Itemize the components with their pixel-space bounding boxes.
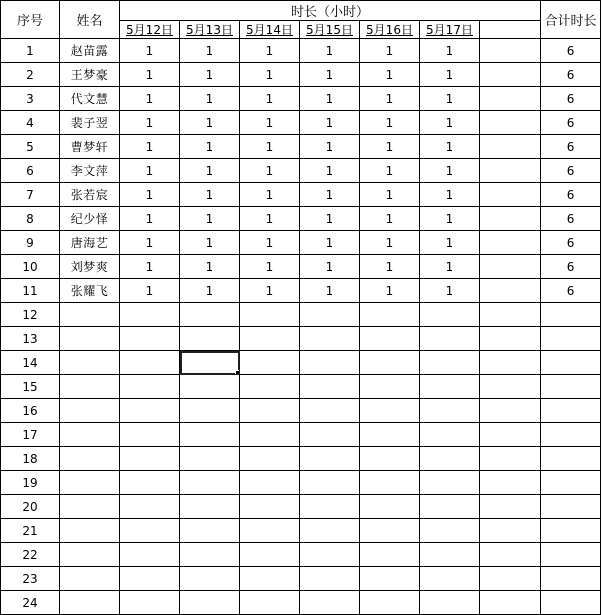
hours-cell[interactable]: 1 xyxy=(420,159,480,183)
hours-cell[interactable]: 1 xyxy=(180,135,240,159)
seq-cell[interactable]: 17 xyxy=(1,423,60,447)
seq-cell[interactable]: 19 xyxy=(1,471,60,495)
hours-cell[interactable] xyxy=(420,543,480,567)
table-row xyxy=(1,399,601,423)
seq-cell[interactable]: 22 xyxy=(1,543,60,567)
hours-cell[interactable]: 1 xyxy=(300,39,360,63)
seq-cell[interactable]: 13 xyxy=(1,327,60,351)
hours-cell[interactable]: 1 xyxy=(120,231,180,255)
name-cell[interactable] xyxy=(60,423,120,447)
empty-cell[interactable] xyxy=(480,519,541,543)
seq-cell[interactable]: 4 xyxy=(1,111,60,135)
hours-cell[interactable]: 1 xyxy=(360,207,420,231)
empty-cell[interactable] xyxy=(480,159,541,183)
empty-cell[interactable] xyxy=(480,495,541,519)
name-cell[interactable]: 李文萍 xyxy=(60,159,120,183)
table-row xyxy=(1,567,601,591)
empty-cell[interactable] xyxy=(480,327,541,351)
seq-cell[interactable]: 18 xyxy=(1,447,60,471)
name-cell[interactable] xyxy=(60,543,120,567)
table-row xyxy=(1,183,601,207)
hours-cell[interactable] xyxy=(420,423,480,447)
total-header[interactable]: 合计时长 xyxy=(541,1,601,39)
hours-cell[interactable] xyxy=(180,543,240,567)
hours-cell[interactable] xyxy=(240,399,300,423)
table-row xyxy=(1,327,601,351)
hours-cell[interactable]: 1 xyxy=(240,135,300,159)
total-cell[interactable] xyxy=(541,543,601,567)
total-cell[interactable] xyxy=(541,591,601,615)
hours-cell[interactable]: 1 xyxy=(420,207,480,231)
seq-cell[interactable]: 8 xyxy=(1,207,60,231)
header-row-top xyxy=(1,1,601,21)
hours-cell[interactable] xyxy=(180,495,240,519)
total-cell[interactable] xyxy=(541,351,601,375)
hours-cell[interactable]: 1 xyxy=(240,231,300,255)
total-cell[interactable]: 6 xyxy=(541,39,601,63)
hours-cell[interactable]: 1 xyxy=(180,255,240,279)
hours-cell[interactable] xyxy=(300,543,360,567)
empty-cell[interactable] xyxy=(480,591,541,615)
empty-cell[interactable] xyxy=(480,231,541,255)
table-row xyxy=(1,39,601,63)
table-row xyxy=(1,111,601,135)
hours-cell[interactable] xyxy=(180,447,240,471)
table-row xyxy=(1,519,601,543)
hours-cell[interactable] xyxy=(240,327,300,351)
hours-cell[interactable] xyxy=(300,591,360,615)
hours-cell[interactable]: 1 xyxy=(180,39,240,63)
hours-cell[interactable] xyxy=(120,567,180,591)
empty-cell[interactable] xyxy=(480,303,541,327)
total-cell[interactable] xyxy=(541,567,601,591)
hours-cell[interactable]: 1 xyxy=(300,63,360,87)
table-row xyxy=(1,159,601,183)
table-row xyxy=(1,375,601,399)
name-cell[interactable]: 张若宸 xyxy=(60,183,120,207)
name-cell[interactable] xyxy=(60,351,120,375)
hours-cell[interactable]: 1 xyxy=(360,63,420,87)
hours-cell[interactable] xyxy=(300,471,360,495)
hours-cell[interactable]: 1 xyxy=(180,159,240,183)
date-header[interactable]: 5月16日 xyxy=(360,21,420,39)
hours-cell[interactable]: 1 xyxy=(300,135,360,159)
table-row xyxy=(1,591,601,615)
hours-cell[interactable]: 1 xyxy=(360,135,420,159)
hours-cell[interactable] xyxy=(420,303,480,327)
hours-cell[interactable] xyxy=(300,375,360,399)
hours-cell[interactable]: 1 xyxy=(300,207,360,231)
table-row xyxy=(1,231,601,255)
hours-cell[interactable]: 1 xyxy=(240,111,300,135)
hours-cell[interactable] xyxy=(360,567,420,591)
hours-cell[interactable]: 1 xyxy=(180,183,240,207)
empty-cell[interactable] xyxy=(480,207,541,231)
empty-cell[interactable] xyxy=(480,63,541,87)
hours-cell[interactable] xyxy=(300,399,360,423)
total-cell[interactable] xyxy=(541,519,601,543)
name-cell[interactable]: 张耀飞 xyxy=(60,279,120,303)
hours-cell[interactable] xyxy=(300,495,360,519)
empty-cell[interactable] xyxy=(480,543,541,567)
seq-cell[interactable]: 5 xyxy=(1,135,60,159)
hours-cell[interactable] xyxy=(240,303,300,327)
empty-cell[interactable] xyxy=(480,87,541,111)
hours-cell[interactable] xyxy=(420,519,480,543)
total-cell[interactable]: 6 xyxy=(541,255,601,279)
hours-cell[interactable] xyxy=(300,327,360,351)
seq-cell[interactable]: 6 xyxy=(1,159,60,183)
empty-cell[interactable] xyxy=(480,399,541,423)
name-cell[interactable] xyxy=(60,519,120,543)
empty-cell[interactable] xyxy=(480,471,541,495)
total-cell[interactable]: 6 xyxy=(541,159,601,183)
hours-cell[interactable]: 1 xyxy=(360,255,420,279)
empty-cell[interactable] xyxy=(480,39,541,63)
hours-cell[interactable] xyxy=(120,591,180,615)
hours-cell[interactable]: 1 xyxy=(120,135,180,159)
hours-cell[interactable] xyxy=(180,303,240,327)
hours-cell[interactable]: 1 xyxy=(120,63,180,87)
hours-cell[interactable] xyxy=(240,423,300,447)
name-cell[interactable]: 代文慧 xyxy=(60,87,120,111)
hours-cell[interactable] xyxy=(420,471,480,495)
name-cell[interactable]: 纪少怿 xyxy=(60,207,120,231)
hours-cell[interactable] xyxy=(180,375,240,399)
seq-cell[interactable]: 21 xyxy=(1,519,60,543)
table-row xyxy=(1,87,601,111)
empty-cell[interactable] xyxy=(480,135,541,159)
total-cell[interactable]: 6 xyxy=(541,63,601,87)
hours-cell[interactable] xyxy=(300,423,360,447)
hours-cell[interactable] xyxy=(120,495,180,519)
total-cell[interactable]: 6 xyxy=(541,111,601,135)
name-cell[interactable] xyxy=(60,447,120,471)
table-row xyxy=(1,207,601,231)
hours-cell[interactable]: 1 xyxy=(300,183,360,207)
hours-cell[interactable]: 1 xyxy=(180,279,240,303)
seq-cell[interactable]: 20 xyxy=(1,495,60,519)
hours-cell[interactable] xyxy=(360,519,420,543)
hours-cell[interactable] xyxy=(360,303,420,327)
date-header[interactable]: 5月15日 xyxy=(300,21,360,39)
empty-cell[interactable] xyxy=(480,447,541,471)
table-row xyxy=(1,543,601,567)
hours-cell[interactable]: 1 xyxy=(120,183,180,207)
hours-cell[interactable]: 1 xyxy=(300,111,360,135)
hours-cell[interactable]: 1 xyxy=(300,255,360,279)
empty-cell[interactable] xyxy=(480,423,541,447)
table-row xyxy=(1,351,601,375)
name-cell[interactable]: 赵苗露 xyxy=(60,39,120,63)
hours-cell[interactable]: 1 xyxy=(240,39,300,63)
table-row xyxy=(1,471,601,495)
hours-cell[interactable] xyxy=(360,447,420,471)
hours-cell[interactable] xyxy=(420,591,480,615)
date-header[interactable]: 5月17日 xyxy=(420,21,480,39)
hours-cell[interactable]: 1 xyxy=(120,159,180,183)
table-row xyxy=(1,495,601,519)
hours-cell[interactable] xyxy=(180,327,240,351)
name-cell[interactable] xyxy=(60,327,120,351)
hours-cell[interactable]: 1 xyxy=(120,207,180,231)
hours-cell[interactable]: 1 xyxy=(300,159,360,183)
hours-cell[interactable] xyxy=(420,351,480,375)
hours-cell[interactable]: 1 xyxy=(240,87,300,111)
seq-cell[interactable]: 15 xyxy=(1,375,60,399)
name-cell[interactable]: 刘梦爽 xyxy=(60,255,120,279)
name-cell[interactable] xyxy=(60,567,120,591)
hours-cell[interactable] xyxy=(240,447,300,471)
hours-cell[interactable] xyxy=(180,399,240,423)
total-cell[interactable]: 6 xyxy=(541,87,601,111)
empty-cell[interactable] xyxy=(480,183,541,207)
date-header[interactable]: 5月13日 xyxy=(180,21,240,39)
hours-cell[interactable]: 1 xyxy=(120,39,180,63)
total-cell[interactable] xyxy=(541,447,601,471)
total-cell[interactable] xyxy=(541,303,601,327)
total-cell[interactable] xyxy=(541,327,601,351)
name-cell[interactable]: 曹梦轩 xyxy=(60,135,120,159)
hours-cell[interactable] xyxy=(120,327,180,351)
hours-cell[interactable]: 1 xyxy=(240,279,300,303)
hours-cell[interactable] xyxy=(240,567,300,591)
hours-cell[interactable] xyxy=(120,375,180,399)
hours-cell[interactable]: 1 xyxy=(360,39,420,63)
fill-handle[interactable] xyxy=(235,370,240,375)
hours-cell[interactable] xyxy=(420,447,480,471)
hours-cell[interactable] xyxy=(360,351,420,375)
hours-cell[interactable]: 1 xyxy=(300,231,360,255)
seq-cell[interactable]: 10 xyxy=(1,255,60,279)
total-cell[interactable] xyxy=(541,471,601,495)
total-cell[interactable] xyxy=(541,495,601,519)
hours-cell[interactable]: 1 xyxy=(360,159,420,183)
total-cell[interactable] xyxy=(541,423,601,447)
name-cell[interactable] xyxy=(60,495,120,519)
hours-cell[interactable] xyxy=(300,567,360,591)
hours-cell[interactable]: 1 xyxy=(180,63,240,87)
hours-cell[interactable] xyxy=(360,543,420,567)
empty-cell[interactable] xyxy=(480,375,541,399)
hours-cell[interactable] xyxy=(420,567,480,591)
hours-cell[interactable] xyxy=(180,471,240,495)
hours-cell[interactable]: 1 xyxy=(240,159,300,183)
hours-cell[interactable]: 1 xyxy=(420,255,480,279)
seq-cell[interactable]: 16 xyxy=(1,399,60,423)
hours-cell[interactable] xyxy=(360,591,420,615)
total-cell[interactable] xyxy=(541,375,601,399)
hours-cell[interactable] xyxy=(420,495,480,519)
hours-cell[interactable] xyxy=(300,351,360,375)
date-header[interactable]: 5月12日 xyxy=(120,21,180,39)
table-row xyxy=(1,255,601,279)
total-cell[interactable]: 6 xyxy=(541,183,601,207)
seq-cell[interactable]: 11 xyxy=(1,279,60,303)
hours-cell[interactable] xyxy=(360,471,420,495)
empty-date-header[interactable] xyxy=(480,21,541,39)
name-cell[interactable] xyxy=(60,303,120,327)
total-cell[interactable]: 6 xyxy=(541,207,601,231)
selected-cell[interactable] xyxy=(180,351,240,375)
empty-cell[interactable] xyxy=(480,351,541,375)
hours-cell[interactable] xyxy=(120,423,180,447)
seq-cell[interactable]: 3 xyxy=(1,87,60,111)
total-cell[interactable]: 6 xyxy=(541,279,601,303)
name-cell[interactable] xyxy=(60,375,120,399)
hours-cell[interactable]: 1 xyxy=(180,111,240,135)
hours-cell[interactable]: 1 xyxy=(180,87,240,111)
hours-cell[interactable] xyxy=(420,375,480,399)
hours-cell[interactable] xyxy=(420,399,480,423)
total-cell[interactable] xyxy=(541,399,601,423)
hours-cell[interactable] xyxy=(240,543,300,567)
hours-cell[interactable] xyxy=(240,471,300,495)
seq-cell[interactable]: 14 xyxy=(1,351,60,375)
hours-cell[interactable]: 1 xyxy=(420,183,480,207)
hours-cell[interactable]: 1 xyxy=(240,207,300,231)
empty-cell[interactable] xyxy=(480,255,541,279)
hours-cell[interactable]: 1 xyxy=(120,255,180,279)
table-row xyxy=(1,63,601,87)
hours-cell[interactable]: 1 xyxy=(420,39,480,63)
hours-cell[interactable]: 1 xyxy=(180,231,240,255)
hours-cell[interactable]: 1 xyxy=(240,183,300,207)
hours-cell[interactable]: 1 xyxy=(180,207,240,231)
empty-cell[interactable] xyxy=(480,567,541,591)
hours-cell[interactable] xyxy=(360,423,420,447)
hours-cell[interactable] xyxy=(180,519,240,543)
table-row xyxy=(1,135,601,159)
hours-cell[interactable] xyxy=(120,303,180,327)
hours-cell[interactable] xyxy=(300,447,360,471)
name-cell[interactable]: 唐海艺 xyxy=(60,231,120,255)
name-cell[interactable] xyxy=(60,471,120,495)
hours-cell[interactable]: 1 xyxy=(420,87,480,111)
hours-cell[interactable]: 1 xyxy=(300,279,360,303)
name-header[interactable]: 姓名 xyxy=(60,1,120,39)
hours-cell[interactable] xyxy=(240,495,300,519)
seq-cell[interactable]: 12 xyxy=(1,303,60,327)
table-row xyxy=(1,279,601,303)
hours-cell[interactable] xyxy=(120,447,180,471)
table-row xyxy=(1,423,601,447)
total-cell[interactable]: 6 xyxy=(541,231,601,255)
seq-cell[interactable]: 9 xyxy=(1,231,60,255)
hours-cell[interactable]: 1 xyxy=(420,135,480,159)
duration-header[interactable]: 时长（小时） xyxy=(120,1,541,21)
seq-cell[interactable]: 23 xyxy=(1,567,60,591)
empty-cell[interactable] xyxy=(480,111,541,135)
hours-cell[interactable]: 1 xyxy=(420,111,480,135)
hours-cell[interactable]: 1 xyxy=(360,87,420,111)
hours-cell[interactable]: 1 xyxy=(420,63,480,87)
hours-cell[interactable] xyxy=(180,423,240,447)
hours-cell[interactable]: 1 xyxy=(240,63,300,87)
hours-cell[interactable] xyxy=(120,543,180,567)
hours-cell[interactable] xyxy=(180,591,240,615)
name-cell[interactable]: 裴子翌 xyxy=(60,111,120,135)
seq-cell[interactable]: 7 xyxy=(1,183,60,207)
hours-cell[interactable] xyxy=(360,495,420,519)
seq-header[interactable]: 序号 xyxy=(1,1,60,39)
hours-cell[interactable] xyxy=(120,471,180,495)
seq-cell[interactable]: 2 xyxy=(1,63,60,87)
hours-cell[interactable]: 1 xyxy=(120,279,180,303)
hours-cell[interactable]: 1 xyxy=(360,231,420,255)
hours-cell[interactable] xyxy=(240,591,300,615)
hours-cell[interactable] xyxy=(240,351,300,375)
hours-cell[interactable] xyxy=(180,567,240,591)
hours-cell[interactable] xyxy=(420,327,480,351)
hours-cell[interactable]: 1 xyxy=(420,231,480,255)
name-cell[interactable] xyxy=(60,399,120,423)
hours-cell[interactable]: 1 xyxy=(360,111,420,135)
date-header[interactable]: 5月14日 xyxy=(240,21,300,39)
name-cell[interactable]: 王梦豪 xyxy=(60,63,120,87)
hours-cell[interactable]: 1 xyxy=(360,279,420,303)
table-row xyxy=(1,303,601,327)
hours-cell[interactable] xyxy=(360,327,420,351)
hours-cell[interactable] xyxy=(240,519,300,543)
hours-cell[interactable]: 1 xyxy=(420,279,480,303)
name-cell[interactable] xyxy=(60,591,120,615)
hours-cell[interactable]: 1 xyxy=(120,87,180,111)
hours-cell[interactable] xyxy=(360,375,420,399)
hours-cell[interactable]: 1 xyxy=(240,255,300,279)
seq-cell[interactable]: 1 xyxy=(1,39,60,63)
hours-cell[interactable] xyxy=(120,519,180,543)
hours-cell[interactable] xyxy=(360,399,420,423)
hours-cell[interactable]: 1 xyxy=(360,183,420,207)
hours-cell[interactable]: 1 xyxy=(300,87,360,111)
hours-cell[interactable] xyxy=(300,519,360,543)
table-row xyxy=(1,447,601,471)
hours-cell[interactable] xyxy=(120,351,180,375)
hours-cell[interactable] xyxy=(120,399,180,423)
empty-cell[interactable] xyxy=(480,279,541,303)
total-cell[interactable]: 6 xyxy=(541,135,601,159)
hours-cell[interactable]: 1 xyxy=(120,111,180,135)
seq-cell[interactable]: 24 xyxy=(1,591,60,615)
hours-cell[interactable] xyxy=(300,303,360,327)
hours-cell[interactable] xyxy=(240,375,300,399)
